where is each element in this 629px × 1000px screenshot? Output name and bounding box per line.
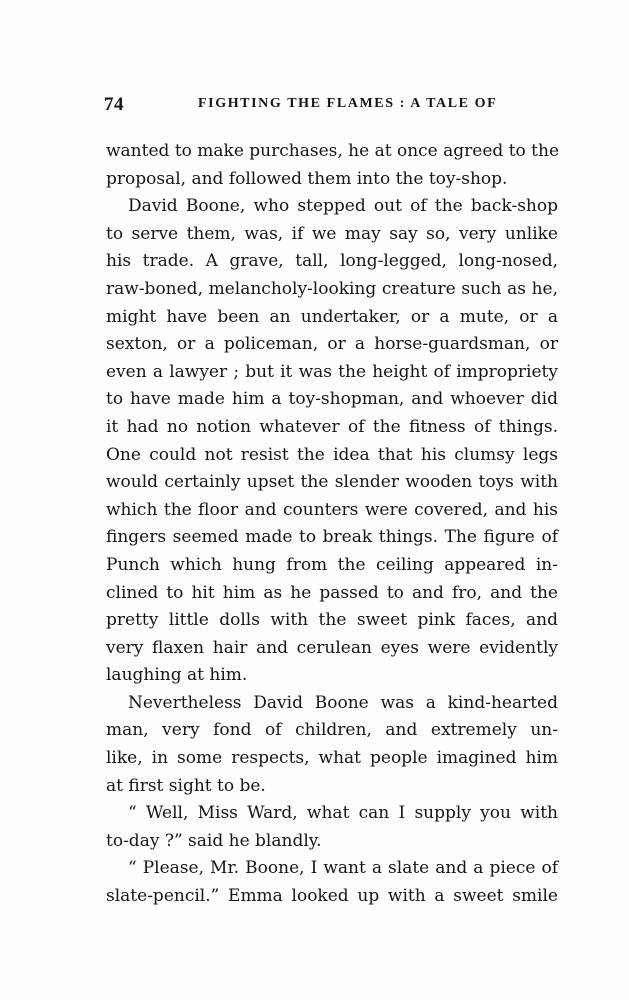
text-line: sexton, or a policeman, or a horse-guardsman, or (106, 334, 558, 355)
text-line: man, very fond of children, and extremely un- (106, 720, 558, 741)
text-line: “ Please, Mr. Boone, I want a slate and a piece of (128, 858, 558, 879)
text-line: might have been an undertaker, or a mute, or a (106, 306, 558, 327)
text-line: slate-pencil.” Emma looked up with a sweet smile (106, 886, 558, 907)
text-line: clined to hit him as he passed to and fro, and the (106, 582, 558, 603)
text-line: wanted to make purchases, he at once agreed to the (106, 141, 559, 161)
text-line: which the floor and counters were covered, and his (106, 499, 558, 520)
text-line: David Boone, who stepped out of the back-shop (128, 196, 558, 217)
text-line: One could not resist the idea that his clumsy legs (106, 444, 558, 465)
text-line: even a lawyer ; but it was the height of impropriety (106, 361, 558, 382)
text-line: would certainly upset the slender wooden toys with (106, 472, 558, 493)
text-line: it had no notion whatever of the fitness of things. (106, 416, 558, 437)
page-number: 74 (104, 94, 124, 115)
text-line: Punch which hung from the ceiling appeared in- (106, 554, 558, 575)
text-line: to-day ?” said he blandly. (106, 830, 322, 851)
text-line: at first sight to be. (106, 775, 266, 796)
text-line: “ Well, Miss Ward, what can I supply you with (128, 803, 558, 824)
running-title: FIGHTING THE FLAMES : A TALE OF (198, 96, 498, 111)
text-line: raw-boned, melancholy-looking creature such as he, (106, 278, 558, 299)
text-line: laughing at him. (106, 665, 248, 686)
text-line: Nevertheless David Boone was a kind-hearted (128, 692, 558, 713)
text-line: to serve them, was, if we may say so, very unlike (106, 223, 558, 244)
text-line: to have made him a toy-shopman, and whoever did (106, 389, 558, 410)
text-line: fingers seemed made to break things. The figure of (106, 527, 558, 548)
text-line: like, in some respects, what people imagined him (106, 748, 558, 769)
body-text (106, 138, 558, 911)
running-head (104, 94, 559, 118)
text-line: pretty little dolls with the sweet pink faces, and (106, 610, 558, 631)
text-line: his trade. A grave, tall, long-legged, long-nosed, (106, 251, 558, 272)
text-line: proposal, and followed them into the toy-shop. (106, 168, 508, 189)
text-line: very flaxen hair and cerulean eyes were evidently (106, 637, 558, 658)
